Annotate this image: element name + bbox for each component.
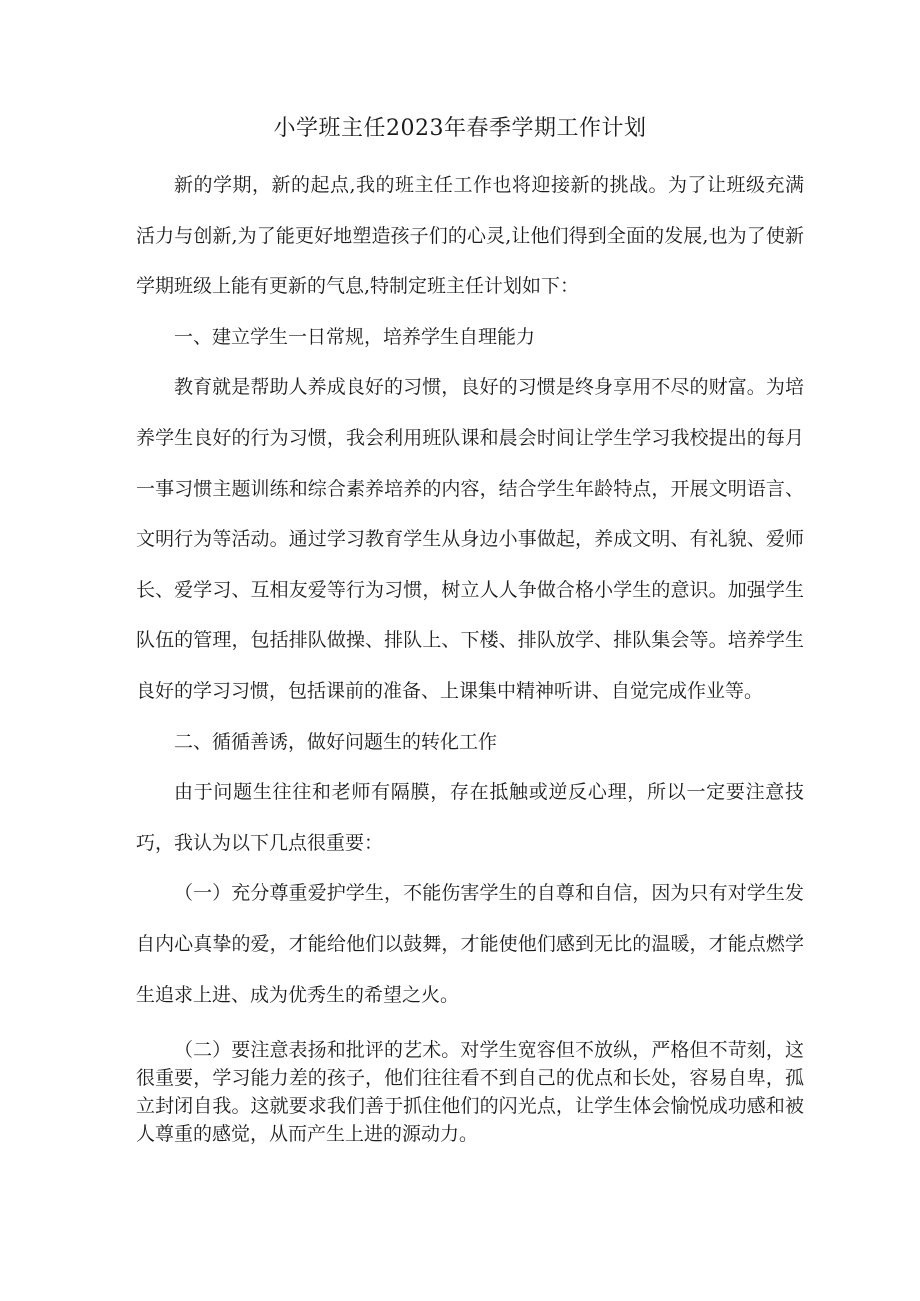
document-title: 小学班主任2023年春季学期工作计划 — [273, 116, 647, 141]
intro-paragraph: 新的学期，新的起点,我的班主任工作也将迎接新的挑战。为了让班级充满活力与创新,为了能更好地塑造孩子们的心灵,让他们得到全面的发展,也为了使新学期班级上能有更新的气息,特制定班主任计划如下： — [136, 174, 804, 298]
section-1-paragraph: 教育就是帮助人养成良好的习惯，良好的习惯是终身享用不尽的财富。为培养学生良好的行为习惯，我会利用班队课和晨会时间让学生学习我校提出的每月一事习惯主题训练和综合素养培养的内容，结合学生年龄特点，开展文明语言、文明行为等活动。通过学习教育学生从身边小事做起，养成文明、有礼貌、爱师长、爱学习、互相友爱等行为习惯，树立人人争做合格小学生的意识。加强学生队伍的管理，包括排队做操、排队上、下楼、排队放学、排队集会等。培养学生良好的学习习惯，包括课前的准备、上课集中精神听讲、自觉完成作业等。 — [136, 376, 804, 702]
document-body — [136, 160, 804, 1020]
document-tail — [136, 1036, 804, 1148]
section-heading-2: 二、循循善诱，做好问题生的转化工作 — [174, 730, 498, 753]
section-2-paragraph: 由于问题生往往和老师有隔膜，存在抵触或逆反心理，所以一定要注意技巧，我认为以下几点很重要： — [136, 781, 804, 854]
point-2-paragraph: （二）要注意表扬和批评的艺术。对学生宽容但不放纵，严格但不苛刻，这很重要，学习能力差的孩子，他们往往看不到自己的优点和长处，容易自卑，孤立封闭自我。这就要求我们善于抓住他们的闪光点，让学生体会愉悦成功感和被人尊重的感觉，从而产生上进的源动力。 — [136, 1039, 804, 1145]
section-heading-1: 一、建立学生一日常规，培养学生自理能力 — [174, 325, 536, 348]
point-1-paragraph: （一）充分尊重爱护学生，不能伤害学生的自尊和自信，因为只有对学生发自内心真挚的爱，才能给他们以鼓舞，才能使他们感到无比的温暖，才能点燃学生追求上进、成为优秀生的希望之火。 — [136, 882, 804, 1006]
